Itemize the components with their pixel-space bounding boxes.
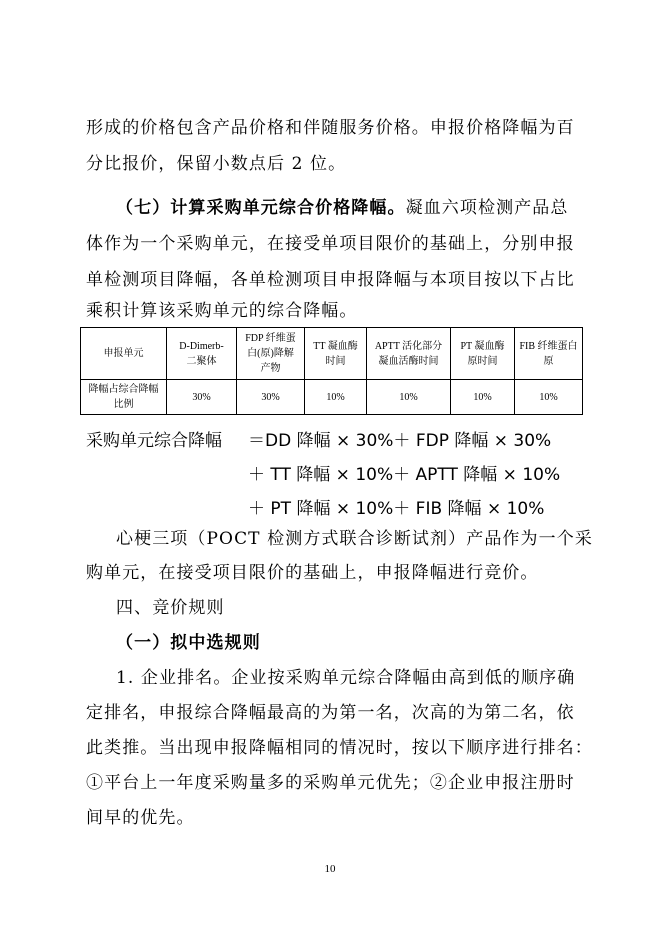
formula-line: ＋ TT 降幅 × 10%＋ APTT 降幅 × 10% — [248, 465, 561, 485]
subsection-heading: （一）拟中选规则 — [116, 633, 261, 653]
table-cell: 10% — [451, 380, 515, 415]
paragraph-line: 1. 企业排名。企业按采购单元综合降幅由高到低的顺序确 — [116, 668, 576, 688]
table-cell: 30% — [237, 380, 305, 415]
formula-label: 采购单元综合降幅 — [86, 431, 222, 451]
table-header-cell: TT 凝血酶 时间 — [305, 328, 367, 380]
paragraph-line: 分比报价，保留小数点后 2 位。 — [86, 154, 347, 174]
table-header-cell: PT 凝血酶 原时间 — [451, 328, 515, 380]
section-heading: 四、竞价规则 — [116, 598, 225, 618]
paragraph-line: 此类推。当出现申报降幅相同的情况时，按以下顺序进行排名： — [86, 738, 593, 758]
table-header-cell: FDP 纤维蛋 白(原)降解 产物 — [237, 328, 305, 380]
page-number: 10 — [324, 863, 336, 875]
table-cell: 10% — [515, 380, 583, 415]
paragraph-line: 单检测项目降幅，各单检测项目申报降幅与本项目按以下占比 — [86, 270, 575, 290]
table-cell: 30% — [167, 380, 237, 415]
table-header-row — [81, 328, 583, 380]
paragraph-line: 乘积计算该采购单元的综合降幅。 — [86, 301, 358, 321]
paragraph-line: 购单元，在接受项目限价的基础上，申报降幅进行竞价。 — [86, 563, 539, 583]
paragraph-line: 定排名，申报综合降幅最高的为第一名，次高的为第二名，依 — [86, 703, 575, 723]
formula-line: ＋ PT 降幅 × 10%＋ FIB 降幅 × 10% — [248, 499, 545, 519]
table-row — [81, 380, 583, 415]
table-cell: 10% — [305, 380, 367, 415]
table-header-cell: 申报单元 — [81, 328, 167, 380]
paragraph-line: 体作为一个采购单元，在接受单项目限价的基础上，分别申报 — [86, 234, 575, 254]
paragraph-line: ①平台上一年度采购量多的采购单元优先；②企业申报注册时 — [86, 773, 575, 793]
paragraph-line: 形成的价格包含产品价格和伴随服务价格。申报价格降幅为百 — [86, 118, 575, 138]
paragraph-text: 凝血六项检测产品总 — [405, 198, 569, 218]
table-header-cell: FIB 纤维蛋白 原 — [515, 328, 583, 380]
paragraph-line: 心梗三项（POCT 检测方式联合诊断试剂）产品作为一个采 — [116, 529, 593, 549]
formula-line: ＝DD 降幅 × 30%＋ FDP 降幅 × 30% — [248, 431, 552, 451]
table-cell: 10% — [367, 380, 451, 415]
table-header-cell: APTT 活化部分 凝血活酶时间 — [367, 328, 451, 380]
paragraph-line — [116, 197, 616, 219]
section-heading-7: （七）计算采购单元综合价格降幅。 — [116, 198, 406, 218]
weight-table — [80, 327, 583, 415]
table-cell: 降幅占综合降幅 比例 — [81, 380, 167, 415]
paragraph-line: 间早的优先。 — [86, 808, 195, 828]
table-header-cell: D-Dimerb- 二聚体 — [167, 328, 237, 380]
